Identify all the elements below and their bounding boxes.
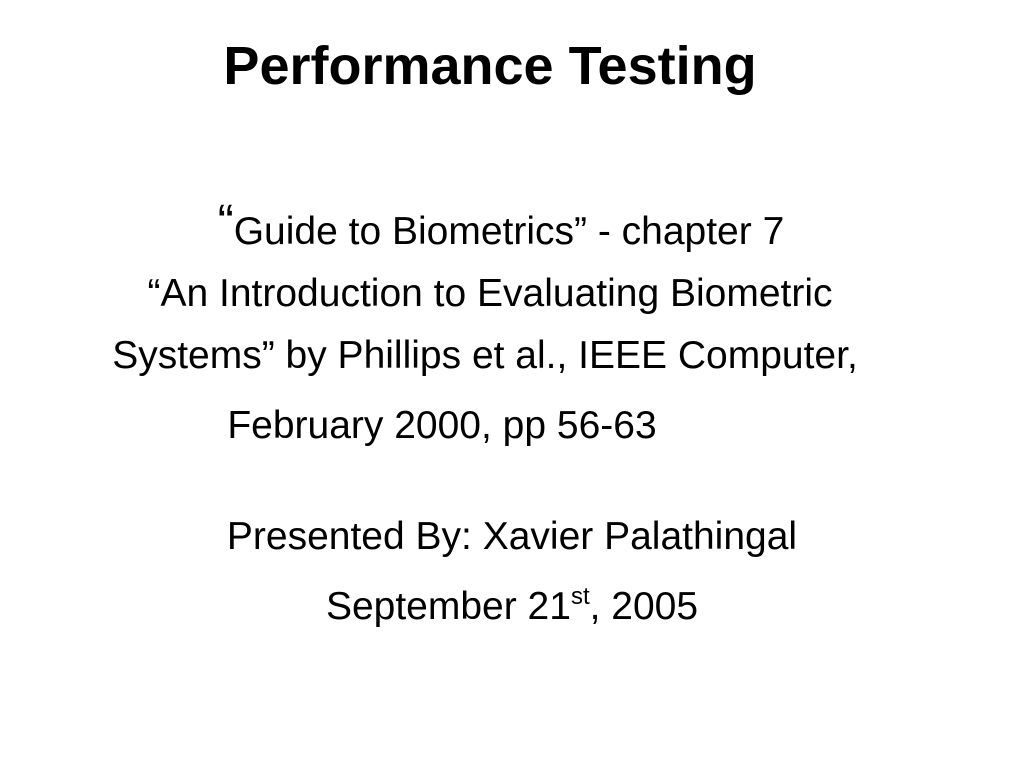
- date-prefix: September 21: [325, 585, 571, 628]
- open-quote-mark: “: [147, 272, 161, 315]
- reference-text-1: Guide to Biometrics” - chapter 7: [233, 210, 785, 253]
- presenter-name: Presented By: Xavier Palathingal: [226, 515, 798, 558]
- date-suffix: , 2005: [589, 585, 699, 628]
- reference-text-2: An Introduction to Evaluating Biometric: [160, 272, 833, 315]
- reference-line-2: [0, 263, 980, 325]
- reference-line-1: [0, 192, 980, 263]
- presentation-date: [0, 580, 1024, 634]
- date-ordinal-superscript: st: [570, 583, 590, 610]
- reference-line-4: February 2000, pp 56-63: [227, 404, 657, 447]
- reference-line-3: Systems” by Phillips et al., IEEE Computer,: [112, 334, 858, 377]
- references-block: [0, 192, 980, 457]
- slide-title: Performance Testing: [223, 36, 757, 96]
- presenter-block: [0, 510, 1024, 634]
- open-quote-mark: “: [217, 196, 234, 249]
